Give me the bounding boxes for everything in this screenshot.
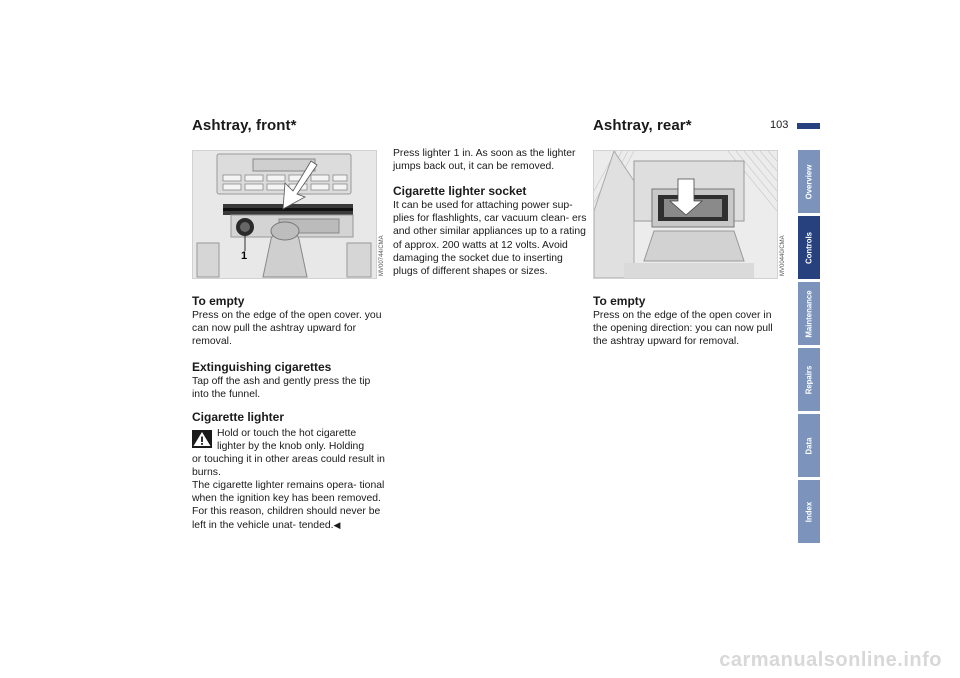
- footer-watermark: carmanualsonline.info: [719, 649, 942, 671]
- extinguishing-body: Tap off the ash and gently press the tip into the funnel.: [192, 376, 371, 401]
- extinguishing-heading: Extinguishing cigarettes: [192, 360, 332, 374]
- figure-callout: 1: [241, 250, 248, 262]
- socket-body: It can be used for attaching power sup- plies for flashlights, car vacuum clean- ers and other similar appliances up to a rating of approx. 200 watts at 12 volts. Avoid damaging the socket due to inserting plugs of different shapes or sizes.: [393, 200, 587, 278]
- tab-controls-label: Controls: [804, 231, 814, 264]
- to-empty-rear-body: Press on the edge of the open cover in the opening direction: you can now pull the ashtray upward for removal.: [593, 310, 773, 348]
- lighter-heading: Cigarette lighter: [192, 410, 285, 424]
- page-marker: [797, 123, 820, 129]
- rear-ashtray-illustration: [594, 151, 777, 278]
- tab-overview-label: Overview: [804, 164, 814, 199]
- tab-index-label: Index: [804, 501, 814, 522]
- tab-controls[interactable]: [798, 216, 820, 279]
- warning-body: [192, 479, 386, 532]
- press-lighter-text: Press lighter 1 in. As soon as the lighter jumps back out, it can be removed.: [393, 148, 576, 173]
- tab-maintenance[interactable]: [798, 282, 820, 345]
- center-console-illustration: [193, 151, 376, 278]
- tab-repairs-label: Repairs: [804, 365, 814, 394]
- left-title: Ashtray, front*: [192, 117, 297, 134]
- warning-triangle-icon: [192, 430, 212, 448]
- tab-repairs[interactable]: [798, 348, 820, 411]
- front-figure-code: MV00744/CMA: [379, 235, 385, 276]
- end-mark: ◀: [333, 519, 341, 530]
- tab-overview[interactable]: [798, 150, 820, 213]
- tab-data[interactable]: [798, 414, 820, 477]
- tab-index[interactable]: [798, 480, 820, 543]
- front-ashtray-figure: [192, 150, 377, 279]
- socket-heading: Cigarette lighter socket: [393, 184, 527, 198]
- page-number: 103: [770, 119, 789, 131]
- to-empty-front-heading: To empty: [192, 294, 245, 308]
- rear-ashtray-figure: [593, 150, 778, 279]
- warning-body-text: The cigarette lighter remains opera- tional when the ignition key has been removed. For this reason, children should never be left in the vehicle unat- tended.: [192, 480, 385, 531]
- rear-figure-code: MV00440/CMA: [780, 235, 786, 276]
- to-empty-rear-heading: To empty: [593, 294, 646, 308]
- right-title: Ashtray, rear*: [593, 117, 692, 134]
- warning-rest: or touching it in other areas could result in burns.: [192, 454, 385, 479]
- warning-lead: Hold or touch the hot cigarette lighter by the knob only. Holding: [217, 428, 365, 453]
- tab-data-label: Data: [804, 437, 814, 454]
- to-empty-front-body: Press on the edge of the open cover. you can now pull the ashtray upward for removal.: [192, 310, 382, 348]
- tab-maintenance-label: Maintenance: [804, 289, 814, 338]
